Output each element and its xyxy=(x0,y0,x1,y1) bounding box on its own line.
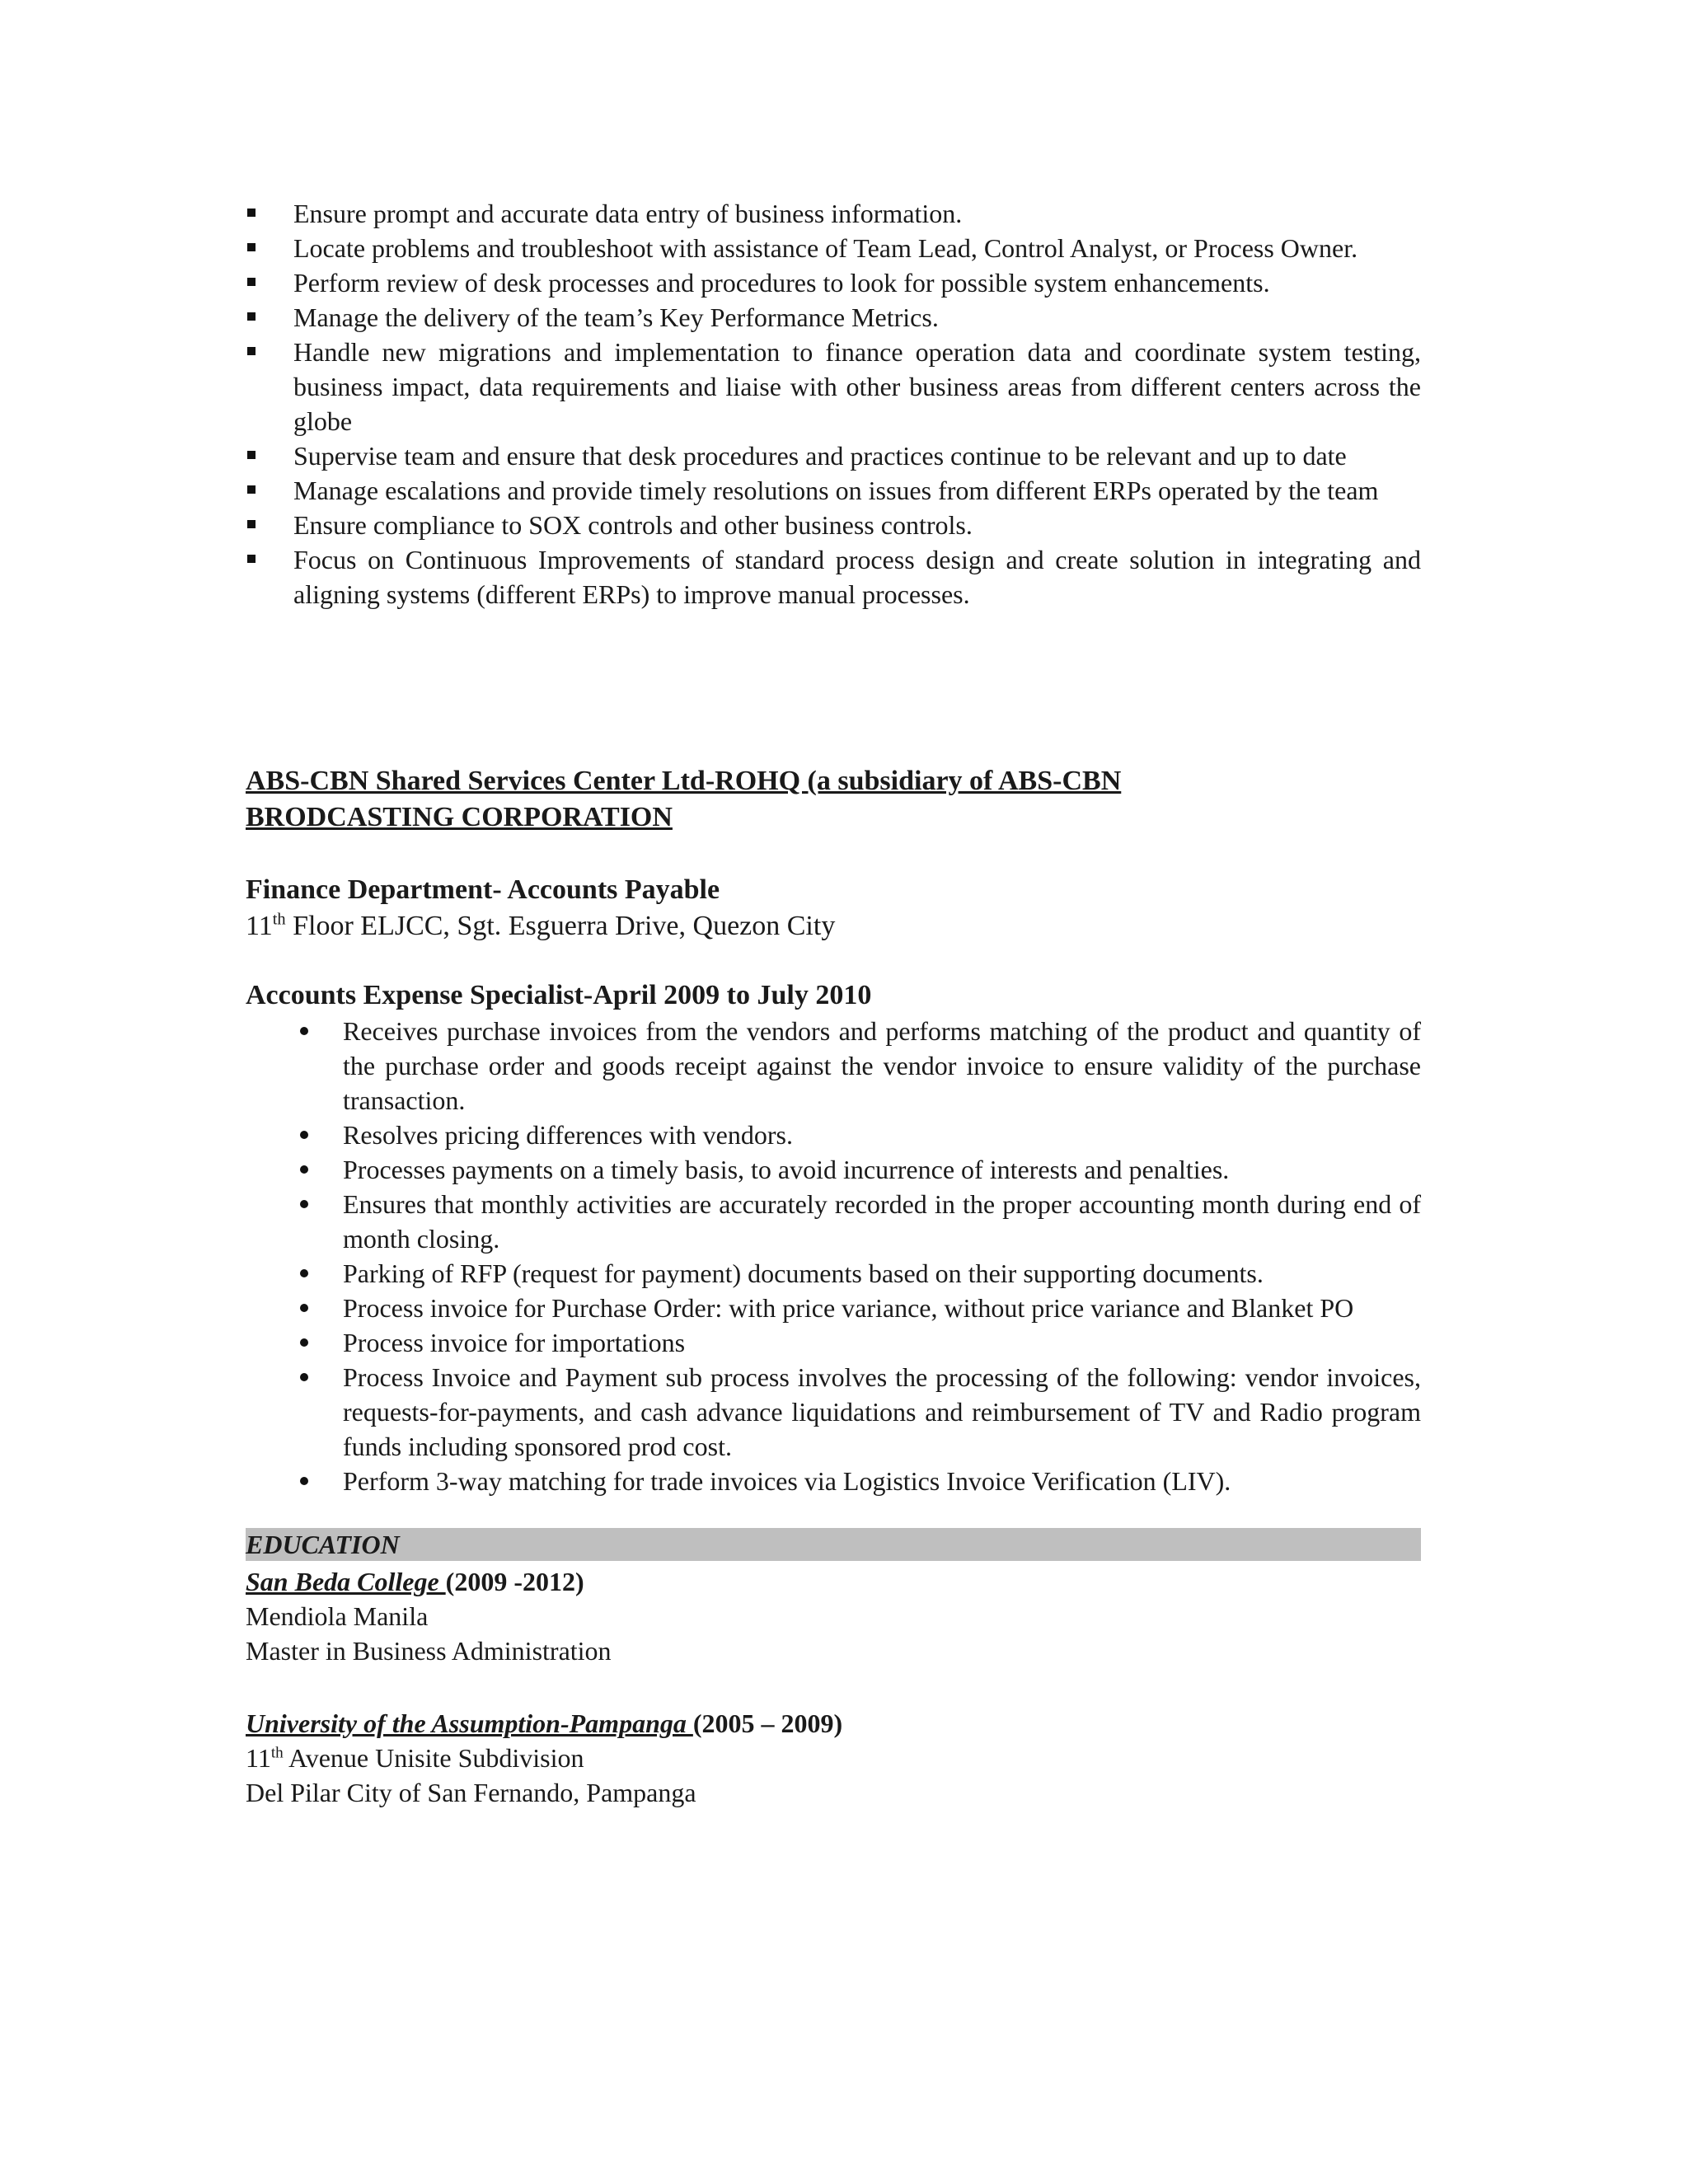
list-item: Resolves pricing differences with vendors. xyxy=(295,1118,1421,1152)
school-address: 11th Avenue Unisite Subdivision xyxy=(246,1743,584,1773)
list-item: Handle new migrations and implementation to finance operation data and coordinate system testing, business impact, data requirements and liaise with other business areas from different centers across the globe xyxy=(246,335,1421,438)
school-years: (2005 – 2009) xyxy=(692,1708,843,1738)
square-bullet-icon xyxy=(247,243,256,251)
round-bullet-icon xyxy=(300,1131,308,1139)
abs-duties-list xyxy=(246,1014,1421,1498)
square-bullet-icon xyxy=(247,451,256,459)
square-bullet-icon xyxy=(247,520,256,528)
list-item: Supervise team and ensure that desk procedures and practices continue to be relevant and up to date xyxy=(246,438,1421,473)
list-item: Ensure prompt and accurate data entry of business information. xyxy=(246,196,1421,231)
school-location: Mendiola Manila xyxy=(246,1601,429,1631)
school-2 xyxy=(246,1706,1421,1741)
square-bullet-icon xyxy=(247,312,256,321)
list-item: Process invoice for importations xyxy=(295,1325,1421,1360)
school-degree: Master in Business Administration xyxy=(246,1636,612,1666)
square-bullet-icon xyxy=(247,347,256,355)
list-item: Perform review of desk processes and procedures to look for possible system enhancements. xyxy=(246,265,1421,300)
job-title: Accounts Expense Specialist-April 2009 to July 2010 xyxy=(246,980,872,1010)
list-item: Focus on Continuous Improvements of standard process design and create solution in integrating and aligning systems (different ERPs) to improve manual processes. xyxy=(246,542,1421,612)
square-bullet-icon xyxy=(247,278,256,286)
round-bullet-icon xyxy=(300,1373,308,1381)
list-item: Perform 3-way matching for trade invoices via Logistics Invoice Verification (LIV). xyxy=(295,1464,1421,1498)
round-bullet-icon xyxy=(300,1338,308,1347)
square-bullet-icon xyxy=(247,485,256,494)
list-item: Process invoice for Purchase Order: with price variance, without price variance and Blanket PO xyxy=(295,1291,1421,1325)
round-bullet-icon xyxy=(300,1027,308,1035)
list-item: Ensures that monthly activities are accurately recorded in the proper accounting month during end of month closing. xyxy=(295,1187,1421,1256)
duties-list xyxy=(246,196,1421,612)
round-bullet-icon xyxy=(300,1269,308,1277)
round-bullet-icon xyxy=(300,1477,308,1485)
list-item: Processes payments on a timely basis, to avoid incurrence of interests and penalties. xyxy=(295,1152,1421,1187)
list-item: Receives purchase invoices from the vendors and performs matching of the product and quantity of the purchase order and goods receipt against the vendor invoice to ensure validity of the purchase transaction. xyxy=(295,1014,1421,1118)
school-city: Del Pilar City of San Fernando, Pampanga xyxy=(246,1778,696,1807)
education-heading: EDUCATION xyxy=(246,1528,1421,1561)
list-item: Locate problems and troubleshoot with assistance of Team Lead, Control Analyst, or Process Owner. xyxy=(246,231,1421,265)
square-bullet-icon xyxy=(247,555,256,563)
list-item: Process Invoice and Payment sub process involves the processing of the following: vendor invoices, requests-for-payments, and cash advance liquidations and reimbursement of TV and Radio program funds including sponsored prod cost. xyxy=(295,1360,1421,1464)
round-bullet-icon xyxy=(300,1165,308,1174)
list-item: Parking of RFP (request for payment) documents based on their supporting documents. xyxy=(295,1256,1421,1291)
list-item: Manage escalations and provide timely resolutions on issues from different ERPs operated by the team xyxy=(246,473,1421,508)
school-1 xyxy=(246,1564,1421,1599)
resume-page xyxy=(246,196,1421,1810)
round-bullet-icon xyxy=(300,1200,308,1208)
company-name: ABS-CBN Shared Services Center Ltd-ROHQ (a subsidiary of ABS-CBN BRODCASTING CORPORATION xyxy=(246,766,1122,832)
list-item: Manage the delivery of the team’s Key Performance Metrics. xyxy=(246,300,1421,335)
department-title: Finance Department- Accounts Payable xyxy=(246,874,720,905)
round-bullet-icon xyxy=(300,1304,308,1312)
school-name: University of the Assumption-Pampanga xyxy=(246,1708,693,1738)
list-item: Ensure compliance to SOX controls and other business controls. xyxy=(246,508,1421,542)
square-bullet-icon xyxy=(247,209,256,217)
school-name: San Beda College xyxy=(246,1567,446,1596)
school-years: (2009 -2012) xyxy=(445,1567,584,1596)
office-address: 11th Floor ELJCC, Sgt. Esguerra Drive, Quezon City xyxy=(246,910,836,941)
